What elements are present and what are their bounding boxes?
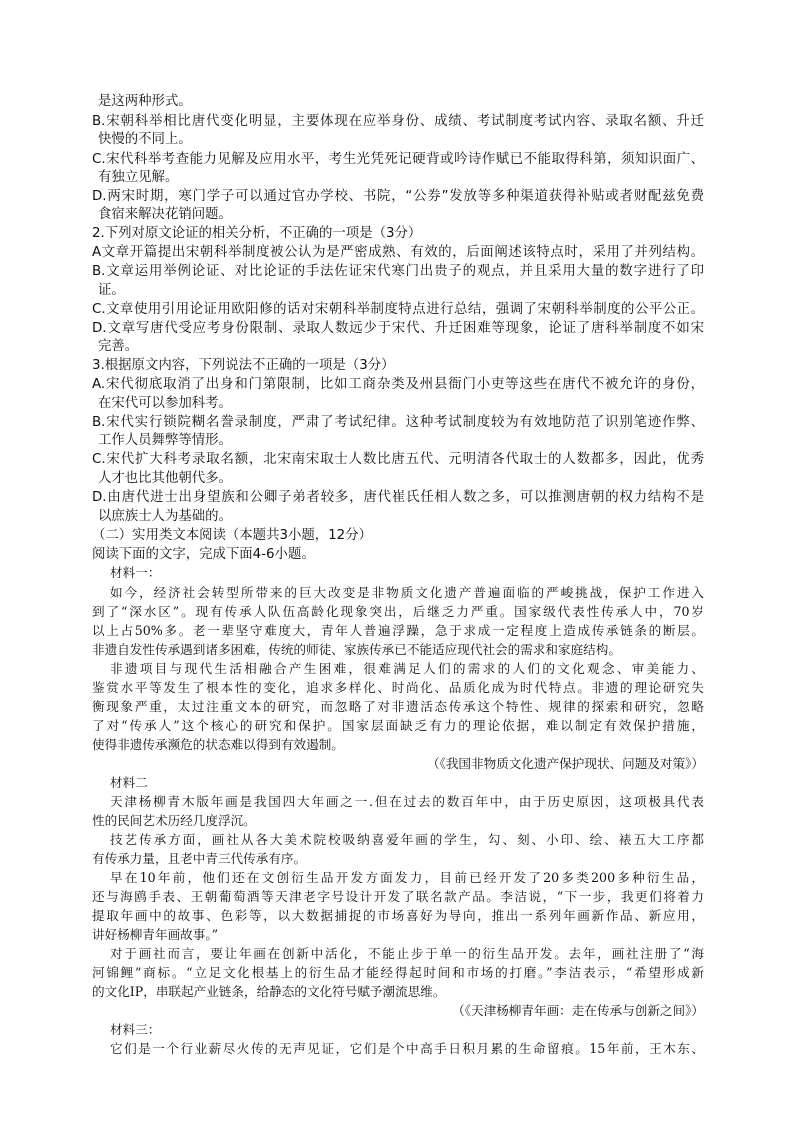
option-b-line: B.宋朝科举相比唐代变化明显，主要体现在应举身份、成绩、考试制度考试内容、录取名额、升迁 — [92, 114, 704, 129]
option-a-line: A.宋代彻底取消了出身和门第限制，比如工商杂类及州县衙门小吏等这些在唐代不被允许的身份， — [92, 377, 704, 392]
option-d-line: D.文章写唐代受应考身份限制、录取人数远少于宋代、升迁困难等现象，论证了唐科举制度不如宋 — [92, 321, 704, 336]
paragraph-line: 的文化IP，串联起产业链条，给静态的文化符号赋予潮流思维。 — [92, 984, 446, 999]
option-c-line: C.文章使用引用论证用欧阳修的话对宋朝科举制度特点进行总结，强调了宋朝科举制度的公平公正。 — [92, 302, 704, 317]
option-b-line: B.文章运用举例论证、对比论证的手法佐证宋代寒门出贵子的观点，并且采用大量的数字进行了印 — [92, 264, 704, 279]
paragraph-line: 如今，经济社会转型所带来的巨大改变是非物质文化遗产普遍面临的严峻挑战，保护工作进入 — [110, 585, 704, 600]
paragraph-line: 河锦鲤”商标。“立足文化根基上的衍生品才能经得起时间和市场的打磨。”李洁表示，“希望形成新 — [92, 965, 704, 980]
text-line: 以庶族士人为基础的。 — [98, 509, 232, 524]
text-line: 是这两种形式。 — [98, 94, 192, 109]
paragraph-line: 以上占50%多。老一辈坚守难度大，青年人普遍浮躁，急于求成一定程度上造成传承链条的断层。 — [92, 623, 704, 638]
paragraph-line: 技艺传承方面，画社从各大美术院校吸纳喜爱年画的学生，勾、刻、小印、绘、裱五大工序都 — [110, 832, 704, 847]
instruction-text: 阅读下面的文字，完成下面4-6小题。 — [92, 547, 315, 562]
paragraph-line: 非遗项目与现代生活相融合产生困难，很难满足人们的需求的人们的文化观念、审美能力、 — [110, 661, 704, 676]
paragraph-line: 鉴赏水平等发生了根本性的变化，追求多样化、时尚化、品质化成为时代特点。非遗的理论研究失 — [92, 680, 704, 695]
option-d-line: D.由唐代进士出身望族和公卿子弟者较多，唐代崔氏任相人数之多，可以推测唐朝的权力结构不是 — [92, 490, 704, 505]
material-1-label: 材料一： — [110, 565, 161, 580]
text-line: 快慢的不同上。 — [98, 132, 192, 147]
option-c-line: C.宋代科举考查能力见解及应用水平，考生光凭死记硬背或吟诗作赋已不能取得科第，须知识面广、 — [92, 152, 704, 167]
paragraph-line: 有传承力量，且老中青三代传承有序。 — [92, 851, 307, 866]
source-citation: （《天津杨柳青年画：走在传承与创新之间》） — [452, 1003, 704, 1018]
question-3-stem: 3.根据原文内容，下列说法不正确的一项是（3分） — [92, 358, 395, 373]
paragraph-line: 它们是一个行业薪尽火传的无声见证，它们是个中高手日积月累的生命留痕。15年前，王木东、 — [110, 1041, 704, 1056]
material-2-label: 材料二 — [110, 775, 148, 790]
paragraph-line: 早在10年前，他们还在文创衍生品开发方面发力，目前已经开发了20多类200多种衍生品， — [110, 870, 704, 885]
option-c-line: C.宋代扩大科考录取名额，北宋南宋取士人数比唐五代、元明清各代取士的人数都多，因此，优秀 — [92, 452, 704, 467]
text-line: 完善。 — [98, 339, 139, 354]
paragraph-line: 还与海鸥手表、王朝葡萄酒等天津老字号设计开发了联名款产品。李洁说，“下一步，我更们将着力 — [92, 889, 704, 904]
paragraph-line: 了对“传承人”这个核心的研究和保护。国家层面缺乏有力的理论依据，难以制定有效保护措施， — [92, 718, 704, 733]
paragraph-line: 讲好杨柳青年画故事。” — [92, 927, 219, 942]
option-d-line: D.两宋时期，寒门学子可以通过官办学校、书院，“公券”发放等多种渠道获得补贴或者财配兹免费 — [92, 189, 704, 204]
text-line: 证。 — [98, 283, 125, 298]
section-heading: （二）实用类文本阅读（本题共3小题，12分） — [92, 528, 372, 543]
source-citation: （《我国非物质文化遗产保护现状、问题及对策》） — [426, 756, 704, 771]
paragraph-line: 使得非遗传承濒危的状态难以得到有效遏制。 — [92, 737, 344, 752]
text-line: 工作人员舞弊等情形。 — [98, 433, 232, 448]
paragraph-line: 非遗自发性传承遇到诸多困难，传统的师徒、家族传承已不能适应现代社会的需求和家庭结构。 — [92, 642, 621, 657]
question-2-stem: 2.下列对原文论证的相关分析，不正确的一项是（3分） — [92, 226, 422, 241]
paragraph-line: 衡现象严重，太过注重文本的研究，而忽略了对非遗活态传承这个特性、规律的探索和研究，忽略 — [92, 699, 704, 714]
text-line: 人才也比其他朝代多。 — [98, 471, 232, 486]
paragraph-line: 对于画社而言，要让年画在创新中活化，不能止步于单一的衍生品开发。去年，画社注册了“海 — [110, 946, 704, 961]
paragraph-line: 到了“深水区”。现有传承人队伍高龄化现象突出，后继乏力严重。国家级代表性传承人中，70岁 — [92, 604, 704, 619]
option-b-line: B.宋代实行锁院糊名誊录制度，严肃了考试纪律。这种考试制度较为有效地防范了识别笔迹作弊、 — [92, 415, 704, 430]
option-a-line: A文章开篇提出宋朝科举制度被公认为是严密成熟、有效的，后面阐述该特点时，采用了并列结构。 — [92, 245, 704, 260]
text-line: 在宋代可以参加科考。 — [98, 396, 232, 411]
material-3-label: 材料三： — [110, 1022, 161, 1037]
text-line: 食宿来解决花销问题。 — [98, 207, 232, 222]
paragraph-line: 天津杨柳青木版年画是我国四大年画之一.但在过去的数百年中，由于历史原因，这项极具代表 — [110, 794, 704, 809]
paragraph-line: 性的民间艺术历经几度浮沉。 — [92, 813, 256, 828]
paragraph-line: 提取年画中的故事、色彩等，以大数据捕捉的市场喜好为导向，推出一系列年画新作品、新应用， — [92, 908, 704, 923]
text-line: 有独立见解。 — [98, 170, 179, 185]
